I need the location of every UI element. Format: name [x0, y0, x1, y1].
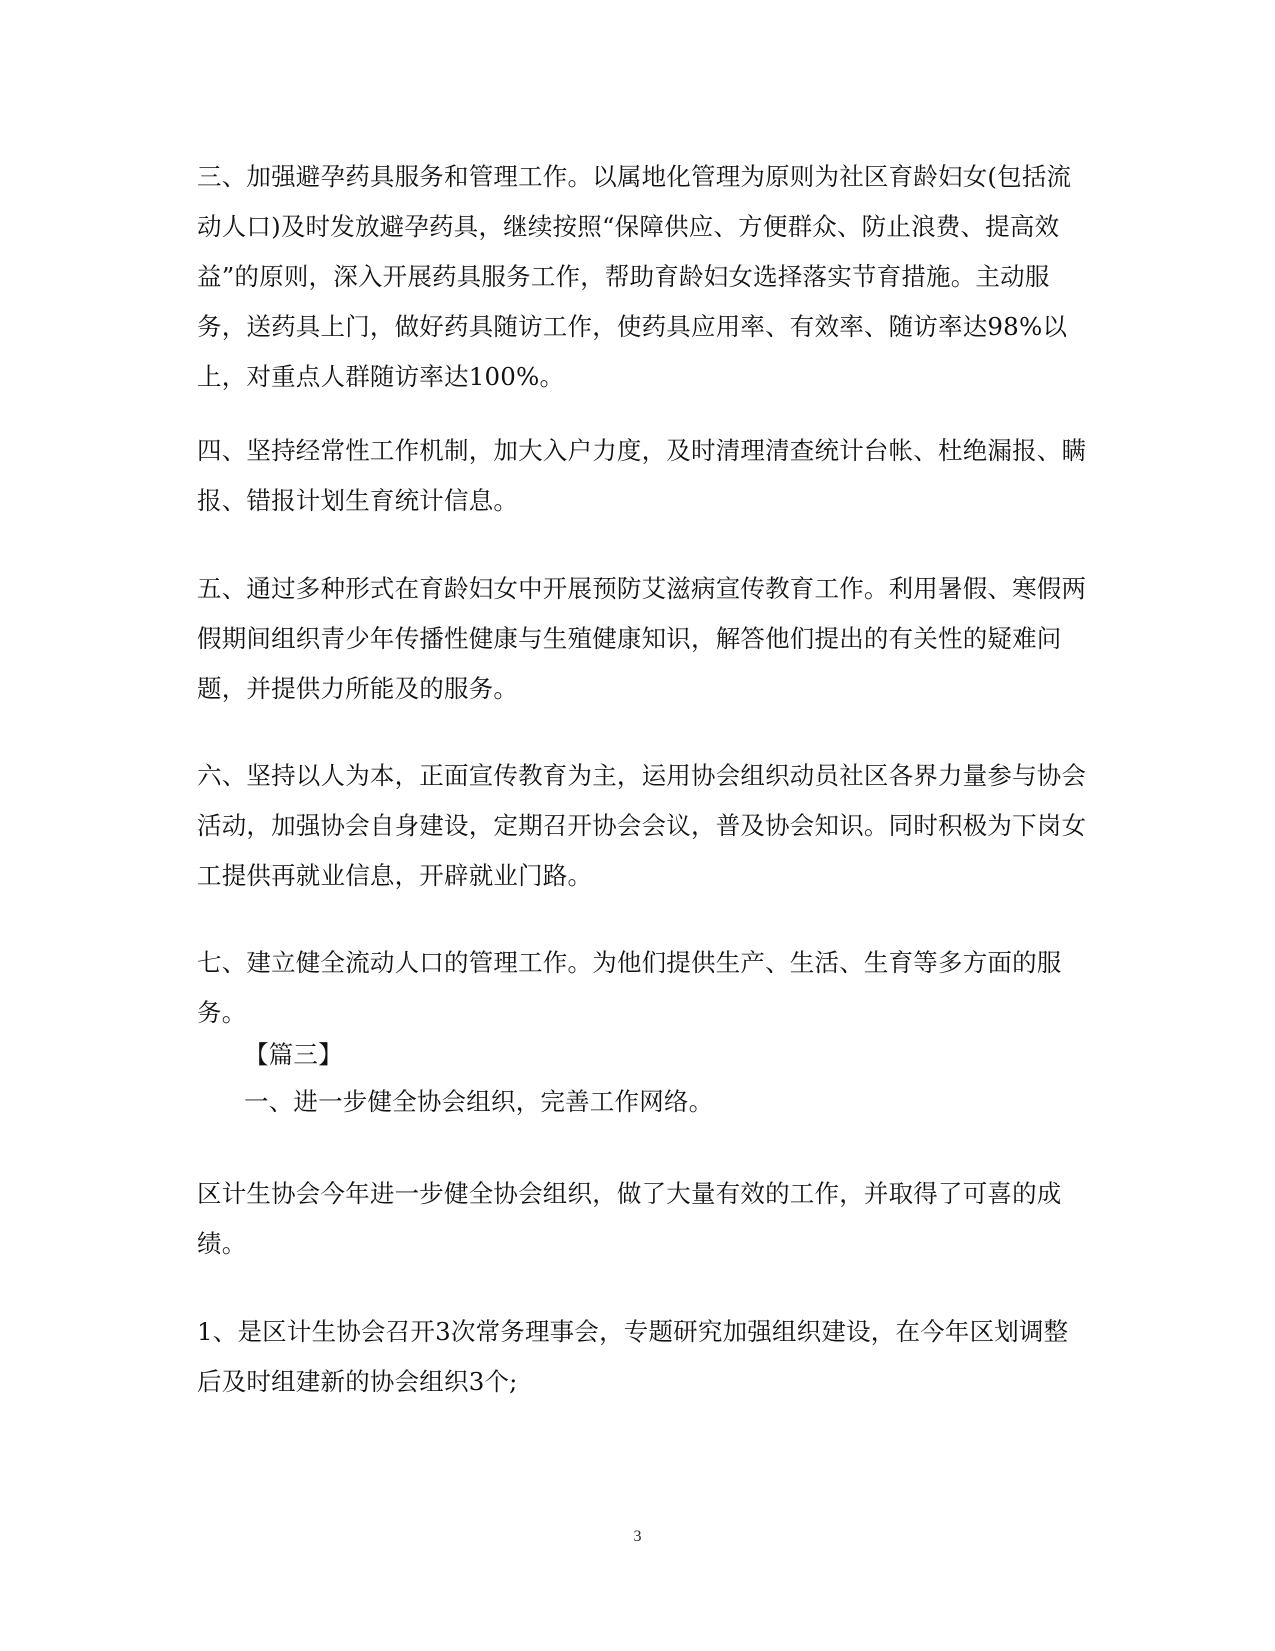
paragraph-section-7: 七、建立健全流动人口的管理工作。为他们提供生产、生活、生育等多方面的服务。	[197, 948, 1062, 1027]
page-number: 3	[633, 1528, 642, 1545]
paragraph-section-4: 四、坚持经常性工作机制，加大入户力度，及时清理清查统计台帐、杜绝漏报、瞒报、错报计划生育统计信息。	[197, 436, 1087, 515]
paragraph-item-1-heading: 一、进一步健全协会组织，完善工作网络。	[244, 1087, 714, 1116]
paragraph-section-5: 五、通过多种形式在育龄妇女中开展预防艾滋病宣传教育工作。利用暑假、寒假两假期间组织青少年传播性健康与生殖健康知识，解答他们提出的有关性的疑难问题，并提供力所能及的服务。	[197, 574, 1087, 703]
paragraph-association-summary: 区计生协会今年进一步健全协会组织，做了大量有效的工作，并取得了可喜的成绩。	[197, 1179, 1062, 1258]
section-heading-part-3: 【篇三】	[244, 1040, 343, 1069]
paragraph-section-6: 六、坚持以人为本，正面宣传教育为主，运用协会组织动员社区各界力量参与协会活动，加强协会自身建设，定期召开协会会议，普及协会知识。同时积极为下岗女工提供再就业信息，开辟就业门路。	[197, 761, 1087, 890]
paragraph-point-1: 1、是区计生协会召开3次常务理事会，专题研究加强组织建设，在今年区划调整后及时组建新的协会组织3个;	[197, 1317, 1069, 1396]
paragraph-section-3: 三、加强避孕药具服务和管理工作。以属地化管理为原则为社区育龄妇女(包括流动人口)及时发放避孕药具，继续按照“保障供应、方便群众、防止浪费、提高效益”的原则，深入开展药具服务工作，帮助育龄妇女选择落实节育措施。主动服务，送药具上门，做好药具随访工作，使药具应用率、有效率、随访率达98%以上，对重点人群随访率达100%。	[197, 162, 1072, 391]
